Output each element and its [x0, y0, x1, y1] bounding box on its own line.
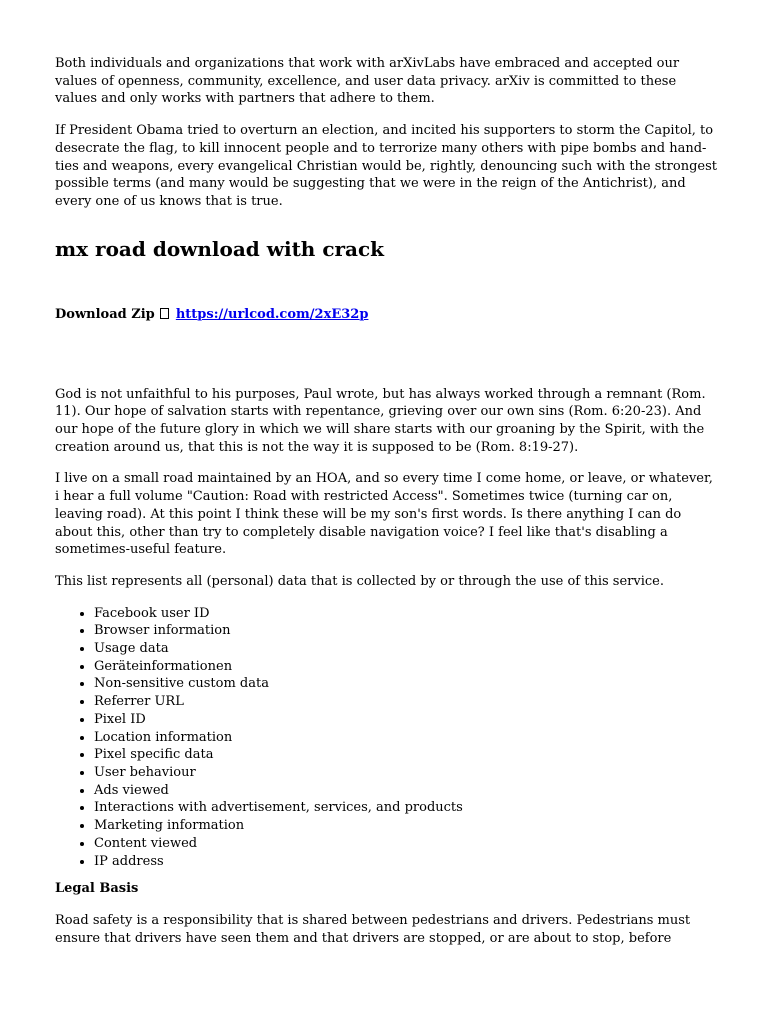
list-item: • Content viewed [94, 835, 720, 853]
list-item: • Non-sensitive custom data [94, 675, 720, 693]
list-item: • IP address [94, 853, 720, 871]
document-body [55, 55, 720, 962]
list-item: • User behaviour [94, 764, 720, 782]
paragraph-remnant: God is not unfaithful to his purposes, Paul wrote, but has always worked through a remnant (Rom. 11). Our hope of salvation starts with repentance, grieving over our own sins (Rom. 6:20-23). And our hope of the future glory in which we will share starts with our groaning by the Spirit, with the creation around us, that this is not the way it is supposed to be (Rom. 8:19-27). [55, 386, 706, 455]
download-line [55, 306, 720, 324]
legal-basis-heading: Legal Basis [55, 881, 139, 897]
list-item: • Pixel specific data [94, 746, 720, 764]
download-link[interactable]: https://urlcod.com/2xE32p [175, 306, 369, 322]
list-item: • Referrer URL [94, 693, 720, 711]
paragraph-hoa-road: I live on a small road maintained by an HOA, and so every time I come home, or leave, or whatever, i hear a full volume "Caution: Road with restricted Access". Sometimes twice (turning car on, leaving road). At this point I think these will be my son's first words. Is there anything I can do about this, other than try to completely disable navigation voice? I feel like that's disabling a sometimes-useful feature. [55, 471, 713, 558]
paragraph-obama: If President Obama tried to overturn an election, and incited his supporters to storm the Capitol, to desecrate the flag, to kill innocent people and to terrorize many others with pipe bombs and hand-ties and weapons, every evangelical Christian would be, rightly, denouncing such with the strongest possible terms (and many would be suggesting that we were in the reign of the Antichrist), and every one of us knows that is true. [55, 123, 717, 209]
list-item: • Geräteinformationen [94, 658, 720, 676]
missing-glyph-icon [160, 308, 169, 319]
paragraph-arxiv: Both individuals and organizations that work with arXivLabs have embraced and accepted our values of openness, community, excellence, and user data privacy. arXiv is committed to these values and only works with partners that adhere to them. [55, 56, 680, 107]
list-item: • Browser information [94, 622, 720, 640]
paragraph-road-safety: Road safety is a responsibility that is shared between pedestrians and drivers. Pedestrians must ensure that drivers have seen them and that drivers are stopped, or are about to stop, before [55, 913, 691, 946]
download-label: Download Zip [55, 306, 155, 322]
paragraph-data-intro: This list represents all (personal) data that is collected by or through the use of this service. [55, 573, 664, 589]
list-item: • Usage data [94, 640, 720, 658]
list-item: • Marketing information [94, 817, 720, 835]
data-collected-list [55, 605, 720, 871]
list-item: • Pixel ID [94, 711, 720, 729]
page-title: mx road download with crack [55, 236, 385, 261]
list-item: • Facebook user ID [94, 605, 720, 623]
spacer [55, 324, 720, 386]
list-item: • Interactions with advertisement, services, and products [94, 799, 720, 817]
list-item: • Ads viewed [94, 782, 720, 800]
list-item: • Location information [94, 729, 720, 747]
